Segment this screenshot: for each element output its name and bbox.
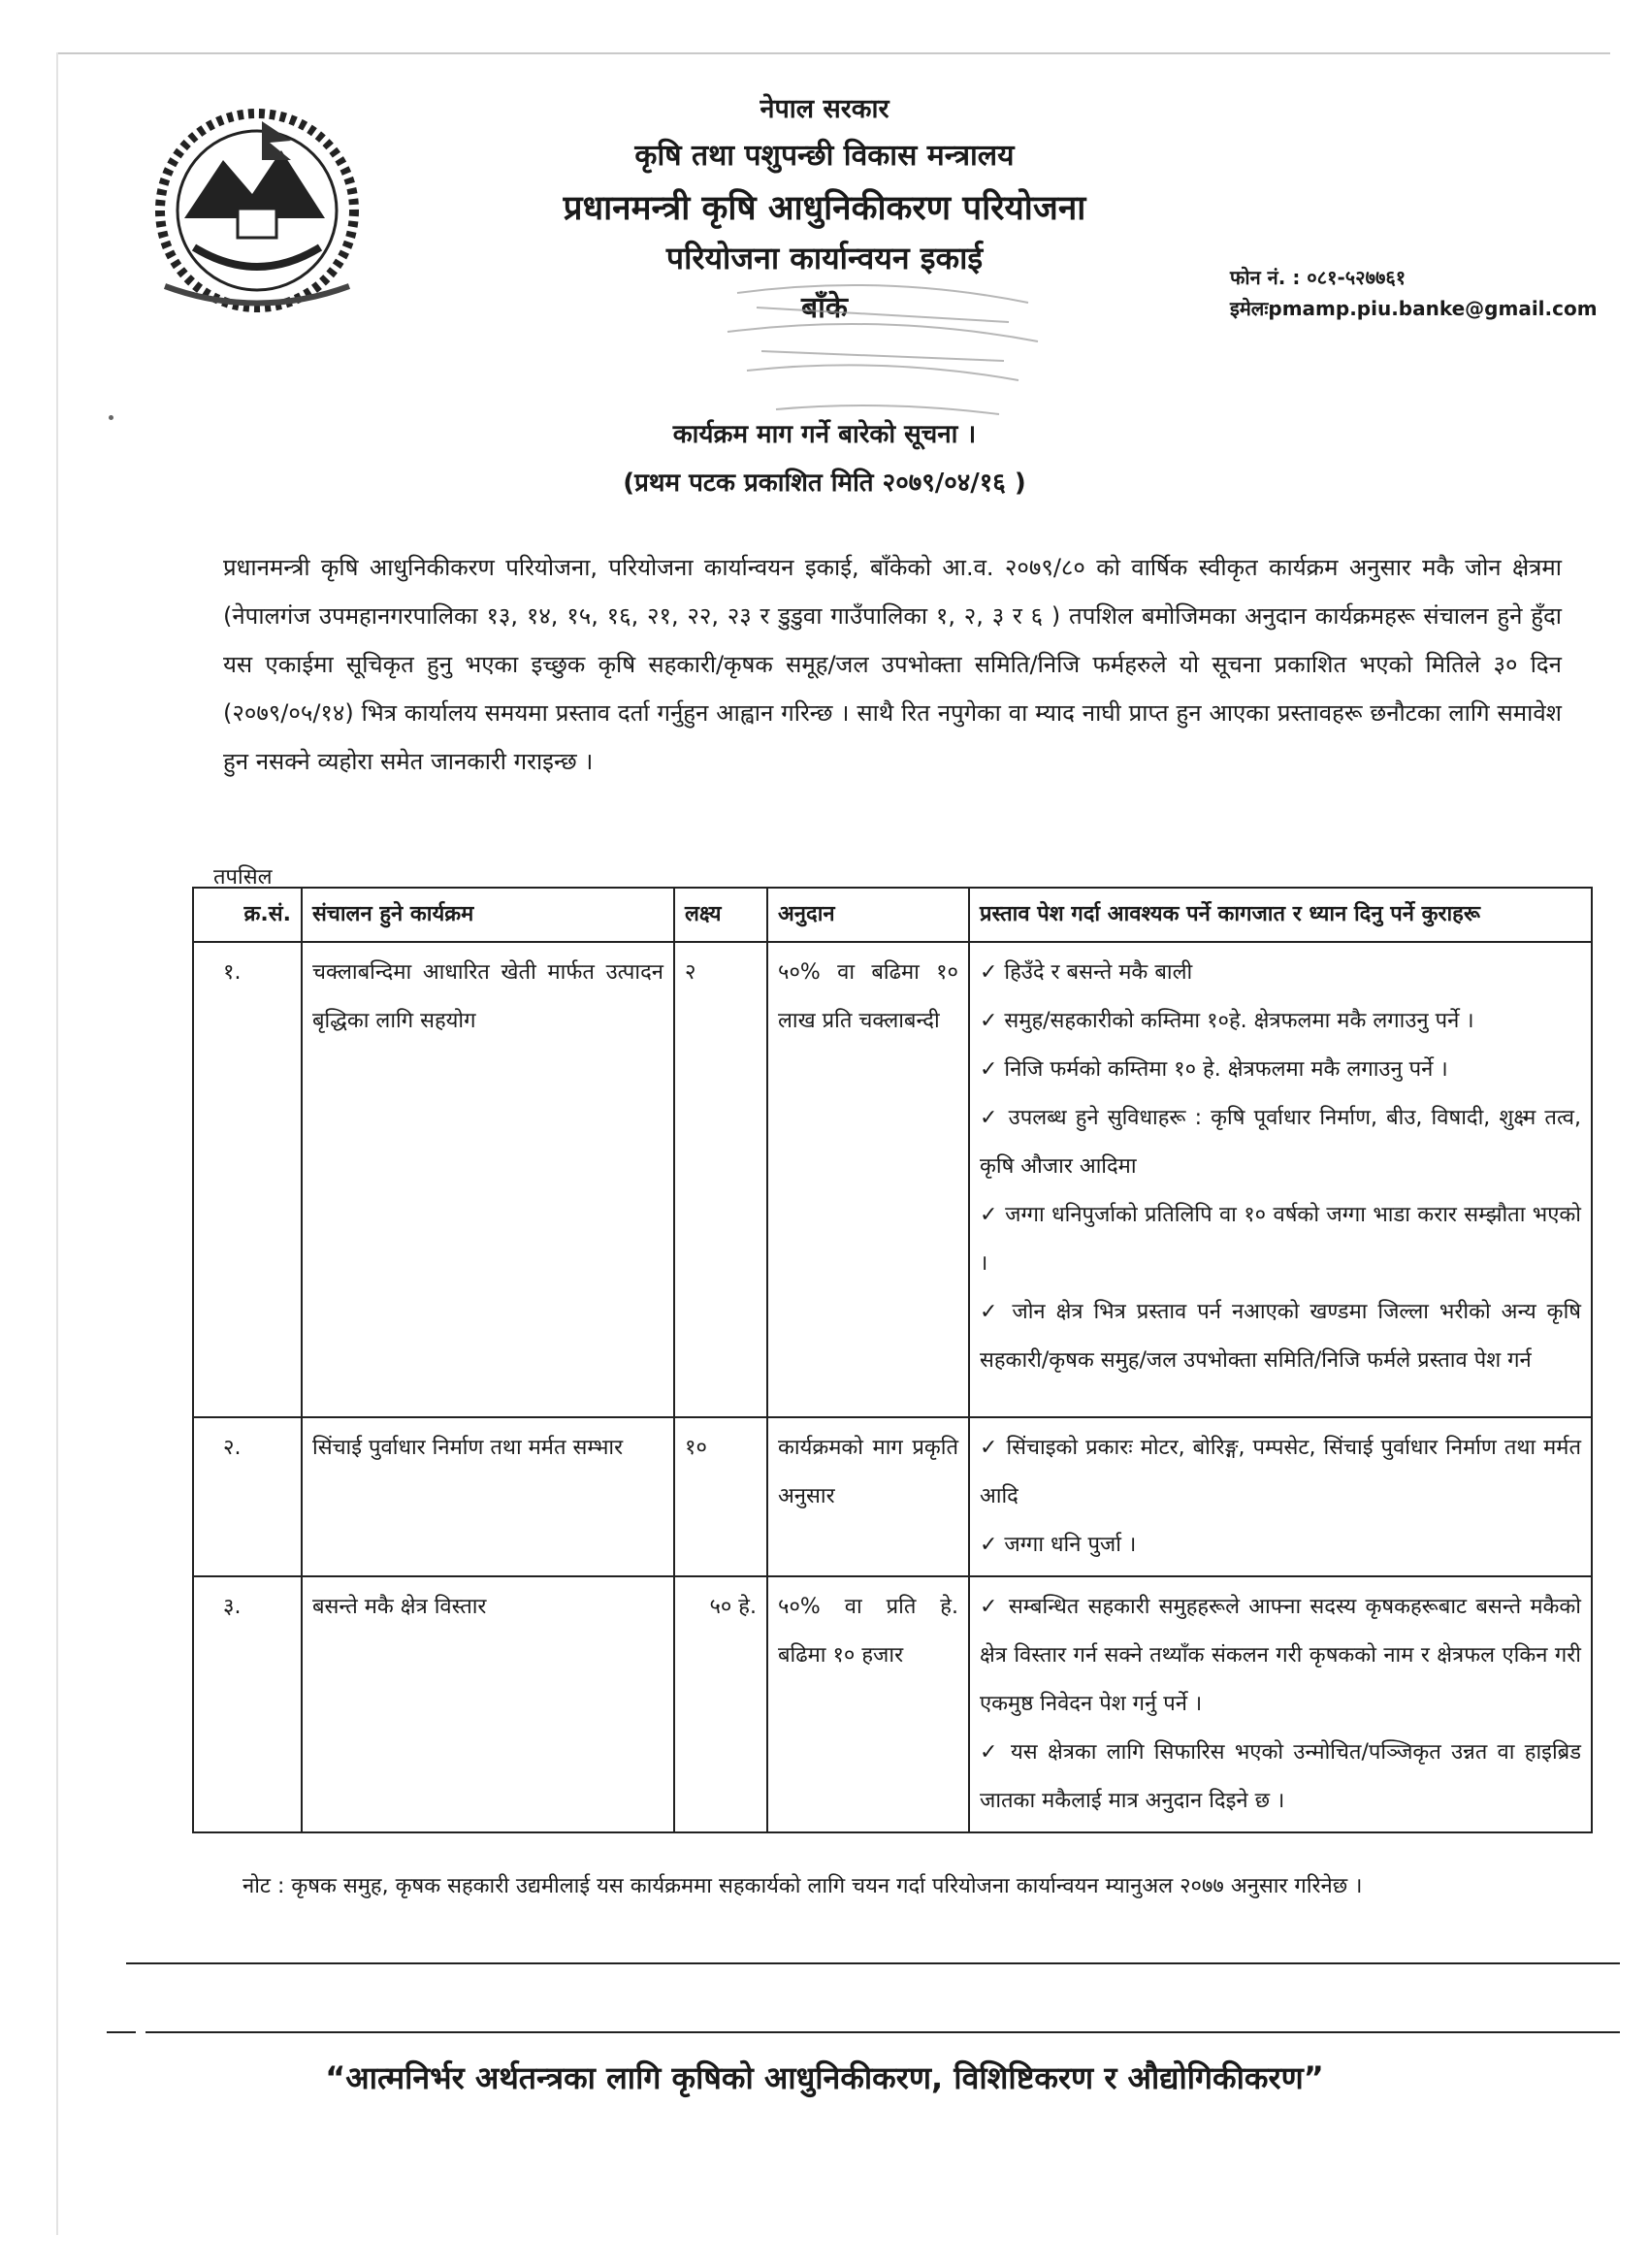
row-requirements	[969, 1417, 1592, 1576]
scan-edge-top	[58, 52, 1610, 54]
col-header-sn: क्र.सं.	[193, 888, 302, 942]
requirement-item: ✓ हिउँदे र बसन्ते मकै बाली	[980, 960, 1193, 985]
col-header-grant: अनुदान	[767, 888, 969, 942]
slogan: “आत्मनिर्भर अर्थतन्त्रका लागि कृषिको आधुनिकीकरण, विशिष्टिकरण र औद्योगिकीकरण”	[325, 2059, 1324, 2096]
requirement-item: ✓ समुह/सहकारीको कम्तिमा १०हे. क्षेत्रफलमा मकै लगाउनु पर्ने ।	[980, 1009, 1474, 1033]
schedule-table	[192, 887, 1593, 1833]
requirement-item: ✓ यस क्षेत्रका लागि सिफारिस भएको उन्मोचित/पञ्जिकृत उन्नत वा हाइब्रिड जातका मकैलाई मात्र अनुदान दिइने छ ।	[980, 1740, 1581, 1813]
row-program: सिंचाई पुर्वाधार निर्माण तथा मर्मत सम्भार	[302, 1417, 674, 1576]
requirement-item: ✓ सम्बन्धित सहकारी समुहहरूले आफ्ना सदस्य कृषकहरूबाट बसन्ते मकैको क्षेत्र विस्तार गर्न सक्ने तथ्याँक संकलन गरी कृषकको नाम र क्षेत्रफल एकिन गरी एकमुष्ठ निवेदन पेश गर्नु पर्ने ।	[980, 1595, 1581, 1716]
row-requirements	[969, 942, 1592, 1417]
row-sn: १.	[193, 942, 302, 1417]
requirement-item: ✓ जग्गा धनिपुर्जाको प्रतिलिपि वा १० वर्षको जग्गा भाडा करार सम्झौता भएको ।	[980, 1203, 1581, 1276]
scan-edge-left	[56, 52, 58, 2235]
row-grant: ५०% वा प्रति हे. बढिमा १० हजार	[767, 1576, 969, 1832]
row-grant: कार्यक्रमको माग प्रकृति अनुसार	[767, 1417, 969, 1576]
row-sn: ३.	[193, 1576, 302, 1832]
header-district: बाँके	[801, 291, 848, 325]
notice-title: कार्यक्रम माग गर्ने बारेको सूचना ।	[672, 420, 977, 449]
schedule-label: तपसिल	[213, 865, 273, 890]
divider-line-short	[107, 2031, 136, 2033]
row-target: ५० हे.	[674, 1576, 767, 1832]
col-header-requirements: प्रस्ताव पेश गर्दा आवश्यक पर्ने कागजात र ध्यान दिनु पर्ने कुराहरू	[969, 888, 1592, 942]
intro-paragraph: प्रधानमन्त्री कृषि आधुनिकीकरण परियोजना, परियोजना कार्यान्वयन इकाई, बाँकेको आ.व. २०७९/८० को वार्षिक स्वीकृत कार्यक्रम अनुसार मकै जोन क्षेत्रमा (नेपालगंज उपमहानगरपालिका १३, १४, १५, १६, २१, २२, २३ र डुडुवा गाउँपालिका १, २, ३ र ६ ) तपशिल बमोजिमका अनुदान कार्यक्रमहरू संचालन हुने हुँदा यस एकाईमा सूचिकृत हुनु भएका इच्छुक कृषि सहकारी/कृषक समूह/जल उपभोक्ता समिति/निजि फर्महरुले यो सूचना प्रकाशित भएको मितिले ३० दिन (२०७९/०५/१४) भित्र कार्यालय समयमा प्रस्ताव दर्ता गर्नुहुन आह्वान गरिन्छ । साथै रित नपुगेका वा म्याद नाघी प्राप्त हुन आएका प्रस्तावहरू छनौटका लागि समावेश हुन नसक्ने व्यहोरा समेत जानकारी गराइन्छ ।	[223, 554, 1562, 775]
col-header-program: संचालन हुने कार्यक्रम	[302, 888, 674, 942]
divider-line	[146, 2031, 1620, 2033]
table-row	[193, 942, 1592, 1417]
header-ministry: कृषि तथा पशुपन्छी विकास मन्त्रालय	[634, 139, 1015, 173]
requirement-item: ✓ उपलब्ध हुने सुविधाहरू : कृषि पूर्वाधार निर्माण, बीउ, विषादी, शुक्ष्म तत्व, कृषि औजार आदिमा	[980, 1106, 1581, 1179]
office-stamp	[718, 274, 1048, 429]
divider-line	[126, 1962, 1620, 1964]
header-project: प्रधानमन्त्री कृषि आधुनिकीकरण परियोजना	[563, 189, 1086, 228]
row-sn: २.	[193, 1417, 302, 1576]
footnote: नोट : कृषक समुह, कृषक सहकारी उद्यमीलाई यस कार्यक्रममा सहकार्यको लागि चयन गर्दा परियोजना कार्यान्वयन म्यानुअल २०७७ अनुसार गरिनेछ ।	[242, 1874, 1363, 1898]
row-target: २	[674, 942, 767, 1417]
requirement-item: ✓ जग्गा धनि पुर्जा ।	[980, 1533, 1137, 1557]
requirement-item: ✓ जोन क्षेत्र भित्र प्रस्ताव पर्न नआएको खण्डमा जिल्ला भरीको अन्य कृषि सहकारी/कृषक समुह/जल उपभोक्ता समिति/निजि फर्मले प्रस्ताव पेश गर्न	[980, 1300, 1581, 1373]
col-header-target: लक्ष्य	[674, 888, 767, 942]
row-grant: ५०% वा बढिमा १० लाख प्रति चक्लाबन्दी	[767, 942, 969, 1417]
row-program: बसन्ते मकै क्षेत्र विस्तार	[302, 1576, 674, 1832]
row-target: १०	[674, 1417, 767, 1576]
contact-phone: फोन नं. : ०८१-५२७७६१	[1230, 266, 1406, 289]
table-row	[193, 1417, 1592, 1576]
row-requirements	[969, 1576, 1592, 1832]
table-row	[193, 1576, 1592, 1832]
notice-publish-date: (प्रथम पटक प्रकाशित मिति २०७९/०४/१६ )	[623, 469, 1026, 498]
row-program: चक्लाबन्दिमा आधारित खेती मार्फत उत्पादन बृद्धिका लागि सहयोग	[302, 942, 674, 1417]
requirement-item: ✓ निजि फर्मको कम्तिमा १० हे. क्षेत्रफलमा मकै लगाउनु पर्ने ।	[980, 1057, 1448, 1082]
contact-email: इमेलःpmamp.piu.banke@gmail.com	[1230, 297, 1598, 320]
header-government: नेपाल सरकार	[760, 94, 889, 124]
scan-speck	[109, 415, 113, 420]
header-unit: परियोजना कार्यान्वयन इकाई	[665, 240, 984, 276]
requirement-item: ✓ सिंचाइको प्रकारः मोटर, बोरिङ्ग, पम्पसेट, सिंचाई पुर्वाधार निर्माण तथा मर्मत आदि	[980, 1436, 1581, 1508]
table-header-row	[193, 888, 1592, 942]
